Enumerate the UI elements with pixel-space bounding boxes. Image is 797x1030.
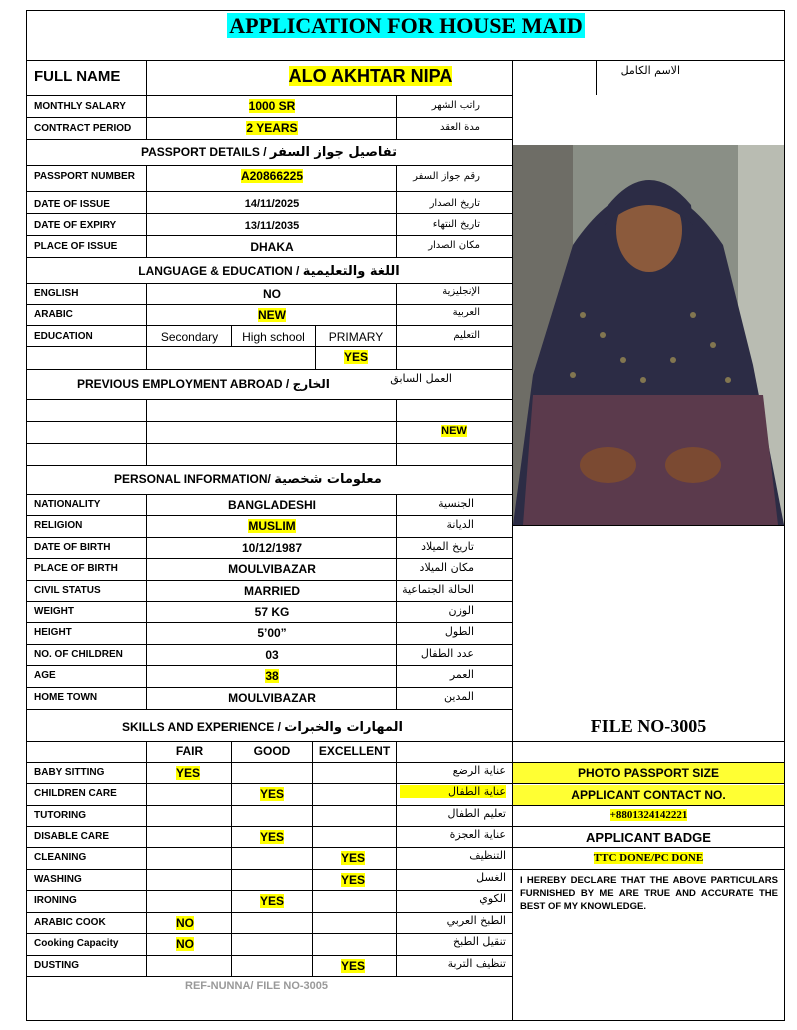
grid-line bbox=[396, 283, 397, 369]
skill-good-value: YES bbox=[260, 830, 285, 844]
personal-label: RELIGION bbox=[34, 520, 83, 531]
grid-line bbox=[26, 515, 512, 516]
arabic-value-cell bbox=[148, 308, 396, 322]
grid-line bbox=[26, 890, 512, 891]
personal-value-cell bbox=[148, 562, 396, 576]
language-header bbox=[26, 264, 512, 279]
employment-value: NEW bbox=[441, 425, 467, 437]
skill-col-excellent: EXCELLENT bbox=[318, 744, 391, 758]
education-label: EDUCATION bbox=[34, 331, 93, 342]
personal-value: MUSLIM bbox=[248, 519, 296, 533]
applicant-photo bbox=[513, 145, 784, 525]
skill-good-value: YES bbox=[260, 894, 285, 908]
grid-line bbox=[26, 1020, 512, 1021]
skill-fair-cell bbox=[148, 766, 231, 780]
grid-line bbox=[26, 369, 512, 370]
education-high-school: High school bbox=[242, 330, 305, 344]
passport-number-label: PASSPORT NUMBER bbox=[34, 171, 135, 182]
declaration-text: I HEREBY DECLARE THAT THE ABOVE PARTICULARS FURNISHED BY ME ARE TRUE AND ACCURATE THE BEST OF MY KNOWLEDGE. bbox=[520, 875, 778, 912]
place-of-issue-ar: مكان الصدار bbox=[428, 240, 480, 251]
grid-line bbox=[26, 783, 512, 784]
skills-header bbox=[122, 720, 403, 735]
grid-line bbox=[26, 580, 512, 581]
grid-line bbox=[26, 644, 512, 645]
personal-ar: عدد الطفال bbox=[420, 647, 474, 660]
skill-excellent-cell bbox=[313, 873, 396, 887]
skill-ar: عناية العجزة bbox=[449, 828, 506, 841]
education-ar: التعليم bbox=[453, 330, 480, 341]
skill-excellent-value: YES bbox=[341, 959, 366, 973]
salary-value-cell bbox=[148, 99, 396, 113]
contract-label: CONTRACT PERIOD bbox=[34, 123, 132, 134]
grid-line bbox=[146, 95, 147, 139]
english-label: ENGLISH bbox=[34, 288, 79, 299]
personal-ar: الوزن bbox=[448, 604, 474, 617]
grid-line bbox=[26, 117, 512, 118]
grid-line bbox=[26, 235, 512, 236]
full-name-ar: الاسم الكامل bbox=[620, 64, 680, 77]
grid-line bbox=[146, 741, 147, 976]
employment-header-en: PREVIOUS EMPLOYMENT ABROAD / bbox=[77, 377, 290, 391]
skill-excellent-value: YES bbox=[341, 873, 366, 887]
grid-line bbox=[26, 304, 512, 305]
skill-label: IRONING bbox=[34, 895, 77, 906]
form-title-cell bbox=[26, 13, 786, 43]
grid-line bbox=[26, 709, 512, 710]
education-value: YES bbox=[343, 350, 368, 364]
ttc-status: TTC DONE/PC DONE bbox=[593, 852, 704, 864]
personal-value: 10/12/1987 bbox=[241, 541, 303, 555]
skill-fair-value: NO bbox=[176, 937, 194, 951]
skill-col-good: GOOD bbox=[253, 744, 291, 758]
grid-line bbox=[396, 165, 397, 257]
skill-fair-cell bbox=[148, 937, 231, 951]
employment-header-ar2: العمل السابق bbox=[390, 372, 452, 385]
grid-line bbox=[396, 95, 397, 139]
personal-ar: العمر bbox=[449, 668, 474, 681]
applicant-contact-label: APPLICANT CONTACT NO. bbox=[513, 785, 784, 805]
grid-line bbox=[26, 762, 512, 763]
personal-value-cell bbox=[148, 605, 396, 619]
full-name-value-cell bbox=[148, 66, 593, 87]
personal-value: 5’00” bbox=[257, 626, 287, 640]
personal-label: NO. OF CHILDREN bbox=[34, 649, 123, 660]
personal-ar: تاريخ الميلاد bbox=[421, 540, 474, 553]
personal-ar: مكان الميلاد bbox=[419, 561, 474, 574]
grid-line bbox=[231, 741, 232, 976]
skill-label: CHILDREN CARE bbox=[34, 788, 117, 799]
grid-line bbox=[26, 665, 512, 666]
personal-header-en: PERSONAL INFORMATION/ bbox=[114, 472, 271, 486]
personal-value-cell bbox=[148, 626, 396, 640]
place-of-issue-value: DHAKA bbox=[250, 240, 294, 254]
grid-line bbox=[512, 826, 784, 827]
grid-line bbox=[146, 165, 147, 257]
date-of-expiry-ar: تاريخ النتهاء bbox=[432, 219, 480, 230]
applicant-contact-cell bbox=[513, 806, 784, 824]
personal-value: MOULVIBAZAR bbox=[228, 562, 316, 576]
personal-ar: الحالة الجتماعية bbox=[402, 583, 474, 596]
grid-line bbox=[26, 139, 512, 140]
arabic-label: ARABIC bbox=[34, 309, 73, 320]
passport-header-ar: تفاصيل جواز السفر bbox=[269, 145, 398, 160]
contract-value: 2 YEARS bbox=[246, 121, 298, 135]
grid-line bbox=[512, 783, 784, 784]
personal-value-cell bbox=[148, 498, 396, 512]
applicant-badge: APPLICANT BADGE bbox=[586, 830, 711, 845]
personal-value-cell bbox=[148, 669, 396, 683]
applicant-contact: +8801324142221 bbox=[609, 809, 688, 821]
grid-line bbox=[26, 346, 512, 347]
grid-line bbox=[26, 325, 512, 326]
grid-line bbox=[596, 60, 597, 95]
skill-label: WASHING bbox=[34, 874, 82, 885]
grid-line bbox=[26, 912, 512, 913]
personal-ar: الطول bbox=[444, 625, 474, 638]
passport-header bbox=[26, 145, 512, 160]
file-number: FILE NO-3005 bbox=[590, 716, 707, 736]
skill-good-value: YES bbox=[260, 787, 285, 801]
ttc-cell bbox=[513, 849, 784, 867]
personal-label: CIVIL STATUS bbox=[34, 585, 101, 596]
passport-number-cell bbox=[148, 169, 396, 183]
grid-line bbox=[26, 955, 512, 956]
date-of-issue-label: DATE OF ISSUE bbox=[34, 199, 110, 210]
date-of-expiry-label: DATE OF EXPIRY bbox=[34, 220, 117, 231]
personal-value: MARRIED bbox=[244, 584, 300, 598]
grid-line bbox=[26, 60, 785, 61]
grid-line bbox=[26, 191, 512, 192]
date-of-issue-ar: تاريخ الصدار bbox=[429, 198, 480, 209]
photo-passport-size: PHOTO PASSPORT SIZE bbox=[513, 763, 784, 783]
employment-header-ar: الخارج bbox=[292, 377, 330, 391]
grid-line bbox=[512, 741, 784, 742]
grid-line bbox=[146, 494, 147, 709]
skill-good-cell bbox=[232, 894, 312, 908]
salary-ar: راتب الشهر bbox=[431, 100, 480, 111]
skill-label: DUSTING bbox=[34, 960, 79, 971]
skill-ar: الطبخ العربي bbox=[446, 914, 506, 927]
grid-line bbox=[26, 399, 512, 400]
grid-line bbox=[784, 10, 785, 1021]
grid-line bbox=[26, 687, 512, 688]
skill-label: BABY SITTING bbox=[34, 767, 105, 778]
personal-ar: الديانة bbox=[446, 518, 474, 531]
applicant-photo-svg bbox=[513, 145, 784, 525]
education-secondary: Secondary bbox=[160, 330, 219, 344]
grid-line bbox=[26, 465, 512, 466]
personal-header-ar: معلومات شخصية bbox=[274, 472, 382, 487]
grid-line bbox=[26, 869, 512, 870]
grid-line bbox=[26, 805, 512, 806]
skill-good-cell bbox=[232, 830, 312, 844]
grid-line bbox=[26, 10, 785, 11]
grid-line bbox=[512, 525, 784, 526]
skill-label: Cooking Capacity bbox=[34, 938, 119, 949]
personal-value-cell bbox=[148, 541, 396, 555]
skill-col-fair: FAIR bbox=[175, 744, 204, 758]
grid-line bbox=[26, 741, 512, 742]
arabic-ar: العربية bbox=[452, 307, 480, 318]
personal-value-cell bbox=[148, 584, 396, 598]
skill-label: ARABIC COOK bbox=[34, 917, 106, 928]
skill-label: CLEANING bbox=[34, 852, 87, 863]
date-of-expiry-value: 13/11/2035 bbox=[244, 220, 300, 232]
skill-ar: تنقيل الطبخ bbox=[453, 935, 506, 948]
salary-label: MONTHLY SALARY bbox=[34, 101, 126, 112]
education-primary: PRIMARY bbox=[328, 330, 384, 344]
personal-value: 03 bbox=[265, 648, 279, 662]
education-value-cell bbox=[316, 350, 396, 364]
language-header-en: LANGUAGE & EDUCATION / bbox=[138, 264, 300, 278]
grid-line bbox=[26, 537, 512, 538]
grid-line bbox=[26, 421, 512, 422]
salary-value: 1000 SR bbox=[248, 99, 296, 113]
grid-line bbox=[26, 213, 512, 214]
contract-value-cell bbox=[148, 121, 396, 135]
personal-value-cell bbox=[148, 691, 396, 705]
skill-fair-cell bbox=[148, 916, 231, 930]
skills-header-ar: المهارات والخبرات bbox=[284, 720, 404, 735]
full-name-label: FULL NAME bbox=[34, 68, 121, 85]
skill-ar: الكوي bbox=[479, 892, 506, 905]
skill-ar: تنظيف التربة bbox=[447, 957, 506, 970]
personal-label: DATE OF BIRTH bbox=[34, 542, 111, 553]
employment-value-cell bbox=[396, 425, 512, 437]
grid-line bbox=[146, 60, 147, 95]
grid-line bbox=[26, 494, 512, 495]
full-name-value: ALO AKHTAR NIPA bbox=[288, 66, 453, 86]
personal-label: WEIGHT bbox=[34, 606, 74, 617]
personal-label: HEIGHT bbox=[34, 627, 72, 638]
grid-line bbox=[26, 283, 512, 284]
personal-value: BANGLADESHI bbox=[227, 498, 316, 512]
english-value: NO bbox=[263, 287, 281, 301]
personal-ar: الجنسية bbox=[438, 497, 474, 510]
skill-ar: الغسل bbox=[476, 871, 506, 884]
grid-line bbox=[26, 443, 512, 444]
skill-ar: التنظيف bbox=[469, 849, 506, 862]
grid-line bbox=[26, 165, 512, 166]
personal-value: 57 KG bbox=[254, 605, 290, 619]
skill-ar: تعليم الطفال bbox=[447, 807, 506, 820]
form-title: APPLICATION FOR HOUSE MAID bbox=[229, 13, 583, 38]
grid-line bbox=[26, 601, 512, 602]
grid-line bbox=[26, 847, 512, 848]
personal-value: 38 bbox=[265, 669, 279, 683]
grid-line bbox=[146, 283, 147, 369]
contract-ar: مدة العقد bbox=[440, 122, 480, 133]
grid-line bbox=[396, 95, 513, 96]
passport-header-en: PASSPORT DETAILS / bbox=[140, 145, 267, 159]
skill-fair-value: YES bbox=[176, 766, 201, 780]
skill-label: TUTORING bbox=[34, 810, 87, 821]
language-header-ar: اللغة والتعليمية bbox=[302, 264, 400, 279]
grid-line bbox=[146, 399, 147, 465]
grid-line bbox=[26, 622, 512, 623]
skill-excellent-cell bbox=[313, 959, 396, 973]
skill-excellent-cell bbox=[313, 851, 396, 865]
skills-header-en: SKILLS AND EXPERIENCE / bbox=[122, 720, 281, 734]
arabic-value: NEW bbox=[258, 308, 286, 322]
personal-ar: المدين bbox=[444, 690, 474, 703]
grid-line bbox=[26, 257, 512, 258]
skill-ar: عناية الطفال bbox=[400, 785, 506, 798]
grid-line bbox=[512, 869, 784, 870]
date-of-issue-value: 14/11/2025 bbox=[244, 198, 300, 210]
skill-ar: عناية الرضع bbox=[452, 764, 506, 777]
personal-value: MOULVIBAZAR bbox=[228, 691, 316, 705]
footer-reference: REF-NUNNA/ FILE NO-3005 bbox=[185, 980, 329, 992]
grid-line bbox=[26, 558, 512, 559]
skill-good-cell bbox=[232, 787, 312, 801]
grid-line bbox=[26, 976, 512, 977]
grid-line bbox=[26, 933, 512, 934]
employment-header bbox=[77, 377, 330, 391]
grid-line bbox=[26, 826, 512, 827]
grid-line bbox=[396, 741, 397, 976]
english-ar: الإنجليزية bbox=[442, 286, 480, 297]
personal-label: AGE bbox=[34, 670, 56, 681]
personal-value-cell bbox=[148, 519, 396, 533]
place-of-issue-label: PLACE OF ISSUE bbox=[34, 241, 118, 252]
personal-label: HOME TOWN bbox=[34, 692, 98, 703]
personal-label: PLACE OF BIRTH bbox=[34, 563, 118, 574]
passport-number-value: A20866225 bbox=[240, 169, 304, 183]
passport-number-ar: رقم جواز السفر bbox=[413, 171, 480, 182]
skill-label: DISABLE CARE bbox=[34, 831, 110, 842]
personal-value-cell bbox=[148, 648, 396, 662]
skill-fair-value: NO bbox=[176, 916, 194, 930]
personal-header bbox=[114, 472, 382, 487]
skill-excellent-value: YES bbox=[341, 851, 366, 865]
personal-label: NATIONALITY bbox=[34, 499, 101, 510]
